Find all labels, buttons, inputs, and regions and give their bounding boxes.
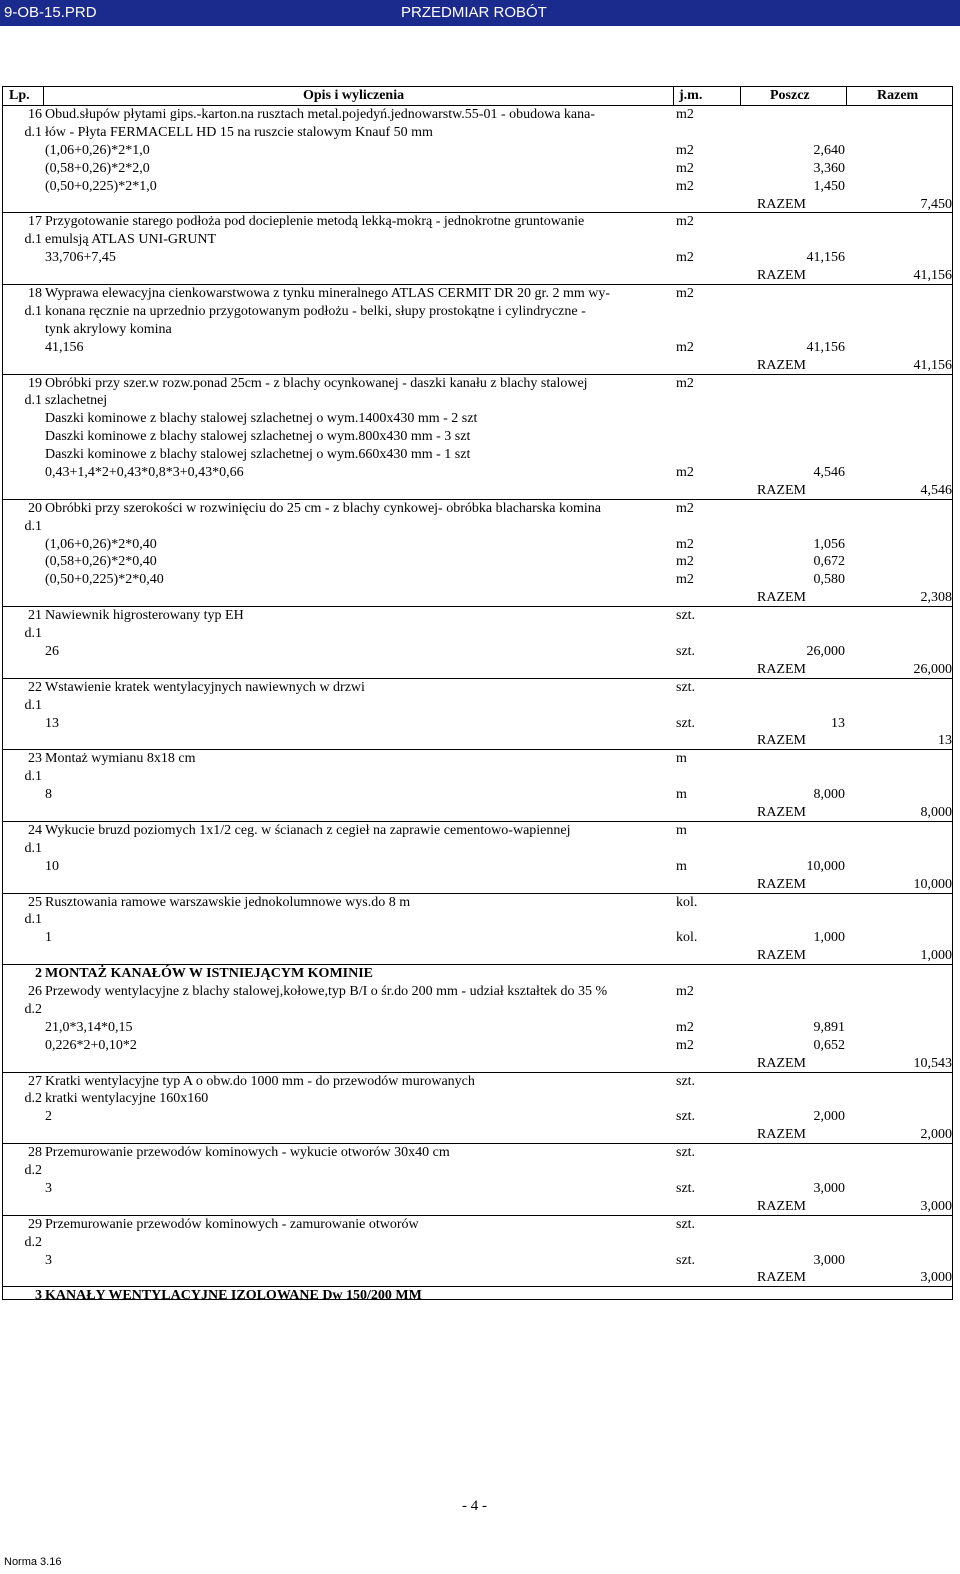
table-row <box>3 553 952 571</box>
item-number: 22 <box>28 680 42 695</box>
item-number: 28 <box>28 1145 42 1160</box>
item-number: 17 <box>28 214 42 229</box>
table-row <box>3 178 952 196</box>
total-row <box>3 947 952 965</box>
total-label: RAZEM <box>757 1127 806 1142</box>
item-description: 0,43+1,4*2+0,43*0,8*3+0,43*0,66 <box>45 465 244 480</box>
total-row <box>3 804 952 822</box>
item-number: d.1 <box>24 769 42 784</box>
unit: szt. <box>676 1074 696 1089</box>
table-row <box>3 965 952 983</box>
footer-software: Norma 3.16 <box>4 1556 62 1568</box>
total-row <box>3 1126 952 1144</box>
total-quantity: 13 <box>938 733 952 748</box>
table-row <box>3 911 952 929</box>
total-label: RAZEM <box>757 662 806 677</box>
col-lp: Lp. <box>9 88 30 103</box>
table-row <box>3 750 952 768</box>
item-description: Przemurowanie przewodów kominowych - wykucie otworów 30x40 cm <box>45 1145 450 1160</box>
total-quantity: 2,308 <box>920 590 952 605</box>
total-label: RAZEM <box>757 877 806 892</box>
item-description: (1,06+0,26)*2*1,0 <box>45 143 150 158</box>
table-row <box>3 1001 952 1019</box>
partial-quantity: 26,000 <box>806 644 845 659</box>
item-description: 1 <box>45 930 52 945</box>
item-description: (0,50+0,225)*2*0,40 <box>45 572 164 587</box>
table-row <box>3 1252 952 1270</box>
unit: m2 <box>676 286 694 301</box>
table-row <box>3 894 952 912</box>
table-row <box>3 303 952 321</box>
item-number: d.1 <box>24 393 42 408</box>
total-row <box>3 267 952 285</box>
item-description: 3 <box>45 1253 52 1268</box>
table-row <box>3 768 952 786</box>
total-row <box>3 482 952 500</box>
total-quantity: 41,156 <box>913 358 952 373</box>
item-description: 41,156 <box>45 340 84 355</box>
partial-quantity: 2,640 <box>813 143 845 158</box>
item-description: Obud.słupów płytami gips.-karton.na rusztach metal.pojedyń.jednowarstw.55-01 - obudowa kana- <box>45 107 596 122</box>
item-description: Obróbki przy szerokości w rozwinięciu do 25 cm - z blachy cynkowej- obróbka blacharska komina <box>45 501 601 516</box>
item-number: 16 <box>28 107 42 122</box>
item-number: d.1 <box>24 626 42 641</box>
section-heading: KANAŁY WENTYLACYJNE IZOLOWANE Dw 150/200 MM <box>45 1288 422 1303</box>
item-description: Daszki kominowe z blachy stalowej szlachetnej o wym.800x430 mm - 3 szt <box>45 429 471 444</box>
item-description: (1,06+0,26)*2*0,40 <box>45 537 157 552</box>
item-description: Wyprawa elewacyjna cienkowarstwowa z tynku mineralnego ATLAS CERMIT DR 20 gr. 2 mm wy- <box>45 286 610 301</box>
total-label: RAZEM <box>757 1270 806 1285</box>
item-description: 2 <box>45 1109 52 1124</box>
partial-quantity: 41,156 <box>806 250 845 265</box>
item-description: 21,0*3,14*0,15 <box>45 1020 133 1035</box>
unit: szt. <box>676 1253 696 1268</box>
total-quantity: 3,000 <box>920 1270 952 1285</box>
table-row <box>3 822 952 840</box>
partial-quantity: 3,360 <box>813 161 845 176</box>
item-number: d.1 <box>24 304 42 319</box>
unit: m <box>676 751 687 766</box>
partial-quantity: 13 <box>831 716 845 731</box>
item-description: Nawiewnik higrosterowany typ EH <box>45 608 244 623</box>
item-number: d.1 <box>24 232 42 247</box>
item-number: 27 <box>28 1074 42 1089</box>
total-quantity: 41,156 <box>913 268 952 283</box>
item-description: Obróbki przy szer.w rozw.ponad 25cm - z blachy ocynkowanej - daszki kanału z blachy stalowej <box>45 376 588 391</box>
table-row <box>3 213 952 231</box>
table-row <box>3 1019 952 1037</box>
item-number: d.1 <box>24 519 42 534</box>
partial-quantity: 9,891 <box>813 1020 845 1035</box>
table-row <box>3 625 952 643</box>
table-row <box>3 697 952 715</box>
total-row <box>3 589 952 607</box>
item-description: 26 <box>45 644 59 659</box>
unit: m2 <box>676 161 694 176</box>
partial-quantity: 3,000 <box>813 1253 845 1268</box>
partial-quantity: 4,546 <box>813 465 845 480</box>
item-description: Przygotowanie starego podłoża pod docieplenie metodą lekką-mokrą - jednokrotne gruntowanie <box>45 214 585 229</box>
total-quantity: 3,000 <box>920 1199 952 1214</box>
table-row <box>3 1287 952 1305</box>
item-number: 23 <box>28 751 42 766</box>
table-body <box>3 87 952 1303</box>
table-row <box>3 1090 952 1108</box>
partial-quantity: 0,580 <box>813 572 845 587</box>
table-row <box>3 858 952 876</box>
table-row <box>3 1162 952 1180</box>
item-description: Przewody wentylacyjne z blachy stalowej,kołowe,typ B/I o śr.do 200 mm - udział kształtek do 35 % <box>45 984 608 999</box>
item-number: d.1 <box>24 912 42 927</box>
table-row <box>3 1037 952 1055</box>
total-quantity: 2,000 <box>920 1127 952 1142</box>
item-description: Rusztowania ramowe warszawskie jednokolumnowe wys.do 8 m <box>45 895 411 910</box>
table-row <box>3 715 952 733</box>
item-description: (0,50+0,225)*2*1,0 <box>45 179 157 194</box>
item-number: d.1 <box>24 841 42 856</box>
partial-quantity: 1,450 <box>813 179 845 194</box>
unit: m2 <box>676 376 694 391</box>
total-row <box>3 1055 952 1073</box>
total-label: RAZEM <box>757 197 806 212</box>
partial-quantity: 3,000 <box>813 1181 845 1196</box>
partial-quantity: 1,000 <box>813 930 845 945</box>
unit: m2 <box>676 143 694 158</box>
unit: szt. <box>676 1217 696 1232</box>
table-row <box>3 410 952 428</box>
table-row <box>3 321 952 339</box>
table-row <box>3 786 952 804</box>
total-quantity: 1,000 <box>920 948 952 963</box>
total-quantity: 7,450 <box>920 197 952 212</box>
item-description: 33,706+7,45 <box>45 250 116 265</box>
unit: kol. <box>676 930 698 945</box>
unit: m2 <box>676 214 694 229</box>
item-description: szlachetnej <box>45 393 108 408</box>
table-row <box>3 375 952 393</box>
item-description: Montaż wymianu 8x18 cm <box>45 751 196 766</box>
total-label: RAZEM <box>757 1199 806 1214</box>
title-bar <box>0 0 960 26</box>
item-description: Wykucie bruzd poziomych 1x1/2 ceg. w ścianach z cegieł na zaprawie cementowo-wapiennej <box>45 823 571 838</box>
total-row <box>3 1269 952 1287</box>
partial-quantity: 0,652 <box>813 1038 845 1053</box>
item-description: Przemurowanie przewodów kominowych - zamurowanie otworów <box>45 1217 419 1232</box>
col-poszcz: Poszcz <box>770 88 810 103</box>
total-quantity: 10,000 <box>913 877 952 892</box>
item-number: 3 <box>35 1288 42 1303</box>
item-description: 0,226*2+0,10*2 <box>45 1038 137 1053</box>
item-description: 13 <box>45 716 59 731</box>
section-heading: MONTAŻ KANAŁÓW W ISTNIEJĄCYM KOMINIE <box>45 966 374 981</box>
file-name: 9-OB-15.PRD <box>4 4 97 21</box>
total-label: RAZEM <box>757 1056 806 1071</box>
table-row <box>3 285 952 303</box>
table-row <box>3 518 952 536</box>
table-row <box>3 428 952 446</box>
item-description: emulsją ATLAS UNI-GRUNT <box>45 232 217 247</box>
table-row <box>3 983 952 1001</box>
table-row <box>3 339 952 357</box>
total-label: RAZEM <box>757 268 806 283</box>
unit: m2 <box>676 554 694 569</box>
unit: m2 <box>676 984 694 999</box>
table-row <box>3 536 952 554</box>
item-description: (0,58+0,26)*2*2,0 <box>45 161 150 176</box>
total-label: RAZEM <box>757 948 806 963</box>
unit: szt. <box>676 680 696 695</box>
unit: m2 <box>676 250 694 265</box>
unit: szt. <box>676 1109 696 1124</box>
unit: m2 <box>676 572 694 587</box>
table-row <box>3 840 952 858</box>
bill-of-quantities-table <box>2 86 953 1303</box>
item-number: 25 <box>28 895 42 910</box>
table-row <box>3 231 952 249</box>
unit: m2 <box>676 1038 694 1053</box>
unit: szt. <box>676 1181 696 1196</box>
partial-quantity: 8,000 <box>813 787 845 802</box>
col-desc: Opis i wyliczenia <box>303 88 405 103</box>
item-description: Wstawienie kratek wentylacyjnych nawiewnych w drzwi <box>45 680 365 695</box>
table-row <box>3 1073 952 1091</box>
partial-quantity: 10,000 <box>806 859 845 874</box>
partial-quantity: 2,000 <box>813 1109 845 1124</box>
total-row <box>3 661 952 679</box>
table-row <box>3 464 952 482</box>
unit: m2 <box>676 1020 694 1035</box>
unit: m2 <box>676 501 694 516</box>
item-description: 10 <box>45 859 59 874</box>
table-row <box>3 1216 952 1234</box>
item-description: Daszki kominowe z blachy stalowej szlachetnej o wym.1400x430 mm - 2 szt <box>45 411 478 426</box>
total-label: RAZEM <box>757 483 806 498</box>
total-label: RAZEM <box>757 733 806 748</box>
table-row <box>3 1108 952 1126</box>
unit: szt. <box>676 716 696 731</box>
item-number: 20 <box>28 501 42 516</box>
item-number: 18 <box>28 286 42 301</box>
total-label: RAZEM <box>757 805 806 820</box>
item-number: d.1 <box>24 698 42 713</box>
item-description: kratki wentylacyjne 160x160 <box>45 1091 209 1106</box>
page-number: - 4 - <box>462 1498 487 1514</box>
table-row <box>3 106 952 124</box>
total-quantity: 4,546 <box>920 483 952 498</box>
table-row <box>3 679 952 697</box>
table-row <box>3 142 952 160</box>
unit: szt. <box>676 644 696 659</box>
item-description: Daszki kominowe z blachy stalowej szlachetnej o wym.660x430 mm - 1 szt <box>45 447 471 462</box>
col-razem: Razem <box>877 88 919 103</box>
unit: m <box>676 823 687 838</box>
unit: kol. <box>676 895 698 910</box>
table-row <box>3 1144 952 1162</box>
unit: m2 <box>676 179 694 194</box>
partial-quantity: 41,156 <box>806 340 845 355</box>
item-number: d.2 <box>24 1163 42 1178</box>
item-number: d.2 <box>24 1091 42 1106</box>
item-description: tynk akrylowy komina <box>45 322 172 337</box>
table-row <box>3 1234 952 1252</box>
table-row <box>3 446 952 464</box>
table-row <box>3 643 952 661</box>
item-description: (0,58+0,26)*2*0,40 <box>45 554 157 569</box>
unit: szt. <box>676 608 696 623</box>
unit: m <box>676 859 687 874</box>
partial-quantity: 0,672 <box>813 554 845 569</box>
item-description: 8 <box>45 787 52 802</box>
table-row <box>3 571 952 589</box>
table-row <box>3 124 952 142</box>
item-description: 3 <box>45 1181 52 1196</box>
total-quantity: 26,000 <box>913 662 952 677</box>
total-row <box>3 1198 952 1216</box>
item-number: d.1 <box>24 125 42 140</box>
document-title: PRZEDMIAR ROBÓT <box>401 4 547 21</box>
item-number: 29 <box>28 1217 42 1232</box>
total-row <box>3 357 952 375</box>
item-number: 19 <box>28 376 42 391</box>
item-description: konana ręcznie na uprzednio przygotowanym podłożu - belki, słupy prostokątne i cylindryczne - <box>45 304 586 319</box>
unit: szt. <box>676 1145 696 1160</box>
table-row <box>3 607 952 625</box>
table-row <box>3 249 952 267</box>
total-row <box>3 876 952 894</box>
unit: m <box>676 787 687 802</box>
partial-quantity: 1,056 <box>813 537 845 552</box>
unit: m2 <box>676 465 694 480</box>
table-row <box>3 160 952 178</box>
total-row <box>3 732 952 750</box>
item-number: d.2 <box>24 1235 42 1250</box>
table-row <box>3 500 952 518</box>
total-quantity: 8,000 <box>920 805 952 820</box>
table-row <box>3 392 952 410</box>
col-jm: j.m. <box>679 88 703 103</box>
item-description: Kratki wentylacyjne typ A o obw.do 1000 mm - do przewodów murowanych <box>45 1074 475 1089</box>
item-number: 26 <box>28 984 42 999</box>
total-label: RAZEM <box>757 590 806 605</box>
unit: m2 <box>676 107 694 122</box>
total-quantity: 10,543 <box>913 1056 952 1071</box>
total-label: RAZEM <box>757 358 806 373</box>
unit: m2 <box>676 340 694 355</box>
unit: m2 <box>676 537 694 552</box>
table-row <box>3 1180 952 1198</box>
item-description: łów - Płyta FERMACELL HD 15 na ruszcie stalowym Knauf 50 mm <box>45 125 433 140</box>
item-number: 24 <box>28 823 42 838</box>
item-number: 21 <box>28 608 42 623</box>
item-number: 2 <box>35 966 42 981</box>
item-number: d.2 <box>24 1002 42 1017</box>
table-row <box>3 929 952 947</box>
